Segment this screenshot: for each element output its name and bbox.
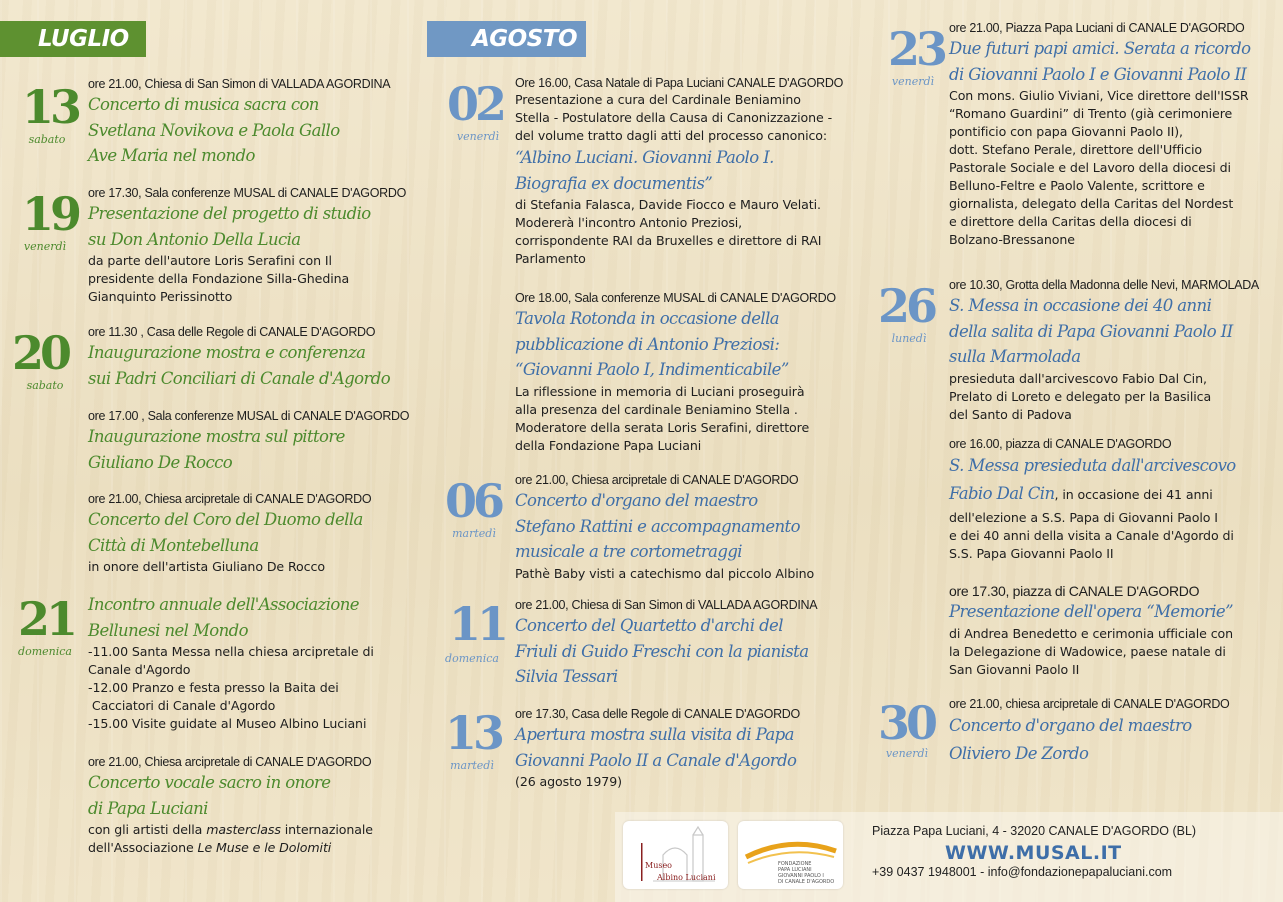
event-desc: Prelato di Loreto e delegato per la Basilica bbox=[949, 388, 1212, 404]
event-title: S. Messa presieduta dall'arcivescovo bbox=[949, 456, 1236, 475]
event-title: Incontro annuale dell'Associazione bbox=[88, 595, 359, 614]
event-desc: Canale d'Agordo bbox=[88, 662, 191, 677]
event-weekday: venerdì bbox=[885, 747, 929, 760]
event-meta: ore 17.30, piazza di CANALE D'AGORDO bbox=[949, 583, 1200, 599]
event-desc: Bolzano-Bressanone bbox=[949, 232, 1075, 247]
event-weekday: domenica bbox=[445, 652, 499, 665]
event-desc: alla presenza del cardinale Beniamino Stella . bbox=[515, 401, 798, 417]
event-desc: Cacciatori di Canale d'Agordo bbox=[88, 698, 276, 713]
event-title: Giuliano De Rocco bbox=[88, 452, 233, 472]
event-desc: San Giovanni Paolo II bbox=[949, 661, 1080, 677]
event-title: Concerto del Coro del Duomo della bbox=[88, 510, 363, 529]
event-august-02-round-table bbox=[515, 290, 836, 455]
event-desc: “Romano Guardini” di Trento (già cerimoniere bbox=[949, 106, 1233, 121]
event-desc: pontificio con papa Giovanni Paolo II), bbox=[949, 124, 1183, 139]
event-title: Biografia ex documentis” bbox=[515, 173, 713, 193]
event-meta: ore 10.30, Grotta della Madonna delle Nevi, MARMOLADA bbox=[949, 278, 1259, 292]
event-desc: Moderatore della serata Loris Serafini, direttore bbox=[515, 419, 810, 435]
event-day: 11 bbox=[449, 597, 506, 651]
event-desc: giornalista, delegato della Caritas del Nordest bbox=[949, 196, 1234, 211]
event-desc: presieduta dall'arcivescovo Fabio Dal Cin, bbox=[949, 370, 1207, 386]
event-day: 19 bbox=[22, 187, 79, 241]
event-desc: presidente della Fondazione Silla-Ghedina bbox=[88, 271, 350, 286]
event-meta: ore 17.30, Casa delle Regole di CANALE D'AGORDO bbox=[515, 707, 800, 721]
event-desc: Modererà l'incontro Antonio Preziosi, bbox=[515, 215, 743, 230]
event-desc: di Andrea Benedetto e cerimonia ufficiale con bbox=[949, 625, 1234, 641]
event-day: 13 bbox=[22, 80, 79, 134]
event-title: Oliviero De Zordo bbox=[949, 744, 1089, 763]
event-title: Ave Maria nel mondo bbox=[88, 146, 255, 165]
event-desc: e direttore della Caritas della diocesi di bbox=[949, 214, 1192, 229]
event-title: della salita di Papa Giovanni Paolo II bbox=[949, 321, 1233, 341]
event-meta: ore 21.00, Chiesa di San Simon di VALLADA AGORDINA bbox=[515, 598, 818, 612]
footer-address: Piazza Papa Luciani, 4 - 32020 CANALE D'AGORDO (BL) bbox=[872, 824, 1197, 838]
event-weekday: domenica bbox=[18, 645, 72, 658]
event-title: Inaugurazione mostra e conferenza bbox=[88, 343, 366, 362]
event-desc: con gli artisti della masterclass internazionale bbox=[88, 822, 373, 837]
event-desc: del volume tratto dagli atti del processo canonico: bbox=[515, 128, 828, 143]
event-title: “Albino Luciani. Giovanni Paolo I. bbox=[515, 148, 774, 167]
footer bbox=[615, 812, 1283, 902]
event-meta: ore 16.00, piazza di CANALE D'AGORDO bbox=[949, 437, 1172, 451]
event-desc: Presentazione a cura del Cardinale Beniamino bbox=[515, 92, 801, 107]
event-desc: del Santo di Padova bbox=[949, 406, 1072, 422]
event-title: Città di Montebelluna bbox=[88, 535, 259, 555]
event-title: Tavola Rotonda in occasione della bbox=[515, 309, 780, 328]
event-title: sulla Marmolada bbox=[949, 347, 1081, 366]
event-desc: la Delegazione di Wadowice, paese natale di bbox=[949, 643, 1226, 659]
event-desc: da parte dell'autore Loris Serafini con Il bbox=[88, 253, 332, 268]
foundation-logo-text: PAPA LUCIANI bbox=[778, 867, 812, 873]
event-title: Bellunesi nel Mondo bbox=[88, 620, 248, 640]
museum-logo-text: Museo bbox=[645, 861, 672, 870]
event-desc: dott. Stefano Perale, direttore dell'Ufficio bbox=[949, 142, 1203, 157]
event-title: sui Padri Conciliari di Canale d'Agordo bbox=[88, 368, 391, 388]
event-day: 21 bbox=[18, 592, 75, 646]
event-day: 26 bbox=[878, 279, 935, 333]
event-meta: ore 17.00 , Sala conferenze MUSAL di CANALE D'AGORDO bbox=[88, 409, 410, 423]
event-title: Apertura mostra sulla visita di Papa bbox=[515, 725, 794, 744]
event-weekday: lunedì bbox=[891, 332, 927, 345]
event-desc: -15.00 Visite guidate al Museo Albino Luciani bbox=[88, 716, 367, 731]
event-desc: dell'Associazione Le Muse e le Dolomiti bbox=[88, 840, 332, 855]
event-title: Concerto di musica sacra con bbox=[88, 95, 319, 114]
event-desc: corrispondente RAI da Bruxelles e direttore di RAI bbox=[515, 233, 822, 248]
event-title: Friuli di Guido Freschi con la pianista bbox=[515, 641, 809, 661]
event-desc: in onore dell'artista Giuliano De Rocco bbox=[88, 559, 325, 574]
event-weekday: venerdì bbox=[23, 240, 67, 253]
event-weekday: venerdì bbox=[891, 75, 935, 88]
event-desc: di Stefania Falasca, Davide Fiocco e Mauro Velati. bbox=[515, 197, 821, 212]
event-desc: Belluno-Feltre e Paolo Valente, scrittore e bbox=[949, 178, 1205, 193]
event-title: pubblicazione di Antonio Preziosi: bbox=[515, 334, 780, 354]
event-july-21-concert bbox=[88, 754, 373, 857]
event-title: Due futuri papi amici. Serata a ricordo bbox=[949, 39, 1251, 58]
event-title: di Giovanni Paolo I e Giovanni Paolo II bbox=[949, 64, 1247, 84]
event-weekday: martedì bbox=[452, 527, 496, 540]
event-desc: Pathè Baby visti a catechismo dal piccolo Albino bbox=[515, 565, 815, 581]
event-meta: ore 21.00, Chiesa arcipretale di CANALE D'AGORDO bbox=[88, 755, 372, 769]
event-title: Concerto del Quartetto d'archi del bbox=[515, 616, 783, 635]
event-title: Concerto vocale sacro in onore bbox=[88, 773, 331, 792]
event-title: Stefano Rattini e accompagnamento bbox=[515, 516, 800, 536]
event-desc: -12.00 Pranzo e festa presso la Baita dei bbox=[88, 680, 339, 695]
event-july-20-concert bbox=[88, 491, 371, 576]
event-meta: ore 21.00, Chiesa di San Simon di VALLADA AGORDINA bbox=[88, 77, 391, 91]
event-desc: Gianquinto Perissinotto bbox=[88, 289, 233, 304]
event-weekday: sabato bbox=[28, 133, 66, 146]
event-day: 02 bbox=[447, 77, 504, 131]
event-desc: Stella - Postulatore della Causa di Canonizzazione - bbox=[515, 110, 833, 125]
event-title: Fabio Dal Cin, in occasione dei 41 anni bbox=[949, 484, 1213, 503]
event-title: S. Messa in occasione dei 40 anni bbox=[949, 296, 1212, 315]
event-title: musicale a tre cortometraggi bbox=[515, 542, 742, 561]
event-meta: ore 11.30 , Casa delle Regole di CANALE D'AGORDO bbox=[88, 325, 376, 339]
event-day: 20 bbox=[12, 326, 69, 380]
event-title: Svetlana Novikova e Paola Gallo bbox=[88, 120, 340, 140]
event-day: 23 bbox=[888, 22, 945, 76]
event-desc: S.S. Papa Giovanni Paolo II bbox=[949, 546, 1114, 561]
footer-contact: +39 0437 1948001 - info@fondazionepapaluciani.com bbox=[872, 865, 1173, 879]
foundation-logo bbox=[738, 821, 843, 889]
event-desc: Con mons. Giulio Viviani, Vice direttore dell'ISSR bbox=[949, 88, 1249, 103]
event-august-26-memorie bbox=[949, 583, 1233, 679]
event-day: 13 bbox=[445, 706, 502, 760]
event-meta: ore 21.00, Chiesa arcipretale di CANALE D'AGORDO bbox=[88, 492, 372, 506]
event-desc: Pastorale Sociale e del Lavoro della diocesi di bbox=[949, 160, 1231, 175]
museum-logo-text: Albino Luciani bbox=[657, 873, 716, 882]
event-meta: ore 21.00, Chiesa arcipretale di CANALE D'AGORDO bbox=[515, 473, 799, 487]
event-desc: La riflessione in memoria di Luciani proseguirà bbox=[515, 383, 805, 399]
month-header-july: LUGLIO bbox=[0, 21, 146, 57]
event-title: Inaugurazione mostra sul pittore bbox=[88, 427, 345, 446]
event-title: “Giovanni Paolo I, Indimenticabile” bbox=[515, 360, 789, 379]
event-desc: -11.00 Santa Messa nella chiesa arcipretale di bbox=[88, 644, 374, 659]
footer-website-link[interactable]: WWW.MUSAL.IT bbox=[945, 842, 1122, 864]
event-weekday: venerdì bbox=[456, 130, 500, 143]
event-day: 30 bbox=[878, 696, 935, 750]
event-title: Giovanni Paolo II a Canale d'Agordo bbox=[515, 750, 797, 770]
event-weekday: martedì bbox=[450, 759, 494, 772]
event-august-26-mass bbox=[949, 436, 1236, 563]
event-meta: ore 21.00, chiesa arcipretale di CANALE D'AGORDO bbox=[949, 697, 1230, 711]
event-title: su Don Antonio Della Lucia bbox=[88, 229, 301, 249]
event-desc: (26 agosto 1979) bbox=[515, 774, 622, 789]
event-title: di Papa Luciani bbox=[88, 798, 208, 818]
event-desc: dell'elezione a S.S. Papa di Giovanni Paolo I bbox=[949, 510, 1218, 525]
event-july-20-exhibition bbox=[88, 408, 409, 475]
foundation-logo-text: FONDAZIONE bbox=[778, 861, 812, 867]
event-meta: Ore 16.00, Casa Natale di Papa Luciani CANALE D'AGORDO bbox=[515, 76, 844, 90]
event-title: Presentazione del progetto di studio bbox=[88, 204, 371, 223]
event-desc: della Fondazione Papa Luciani bbox=[515, 437, 702, 453]
museum-logo bbox=[623, 821, 728, 889]
event-weekday: sabato bbox=[26, 379, 64, 392]
event-title: Presentazione dell'opera “Memorie” bbox=[949, 602, 1233, 621]
event-desc: Parlamento bbox=[515, 251, 586, 266]
event-title: Silvia Tessari bbox=[515, 667, 618, 686]
foundation-logo-text: DI CANALE D'AGORDO bbox=[778, 879, 835, 885]
event-title: Concerto d'organo del maestro bbox=[949, 716, 1192, 735]
event-meta: ore 17.30, Sala conferenze MUSAL di CANALE D'AGORDO bbox=[88, 186, 407, 200]
foundation-logo-text: GIOVANNI PAOLO I bbox=[778, 873, 824, 879]
month-header-august: AGOSTO bbox=[427, 21, 586, 57]
event-meta: Ore 18.00, Sala conferenze MUSAL di CANALE D'AGORDO bbox=[515, 291, 836, 305]
event-desc: e dei 40 anni della visita a Canale d'Agordo di bbox=[949, 528, 1234, 543]
event-meta: ore 21.00, Piazza Papa Luciani di CANALE D'AGORDO bbox=[949, 21, 1245, 35]
event-day: 06 bbox=[445, 474, 502, 528]
event-title: Concerto d'organo del maestro bbox=[515, 491, 758, 510]
